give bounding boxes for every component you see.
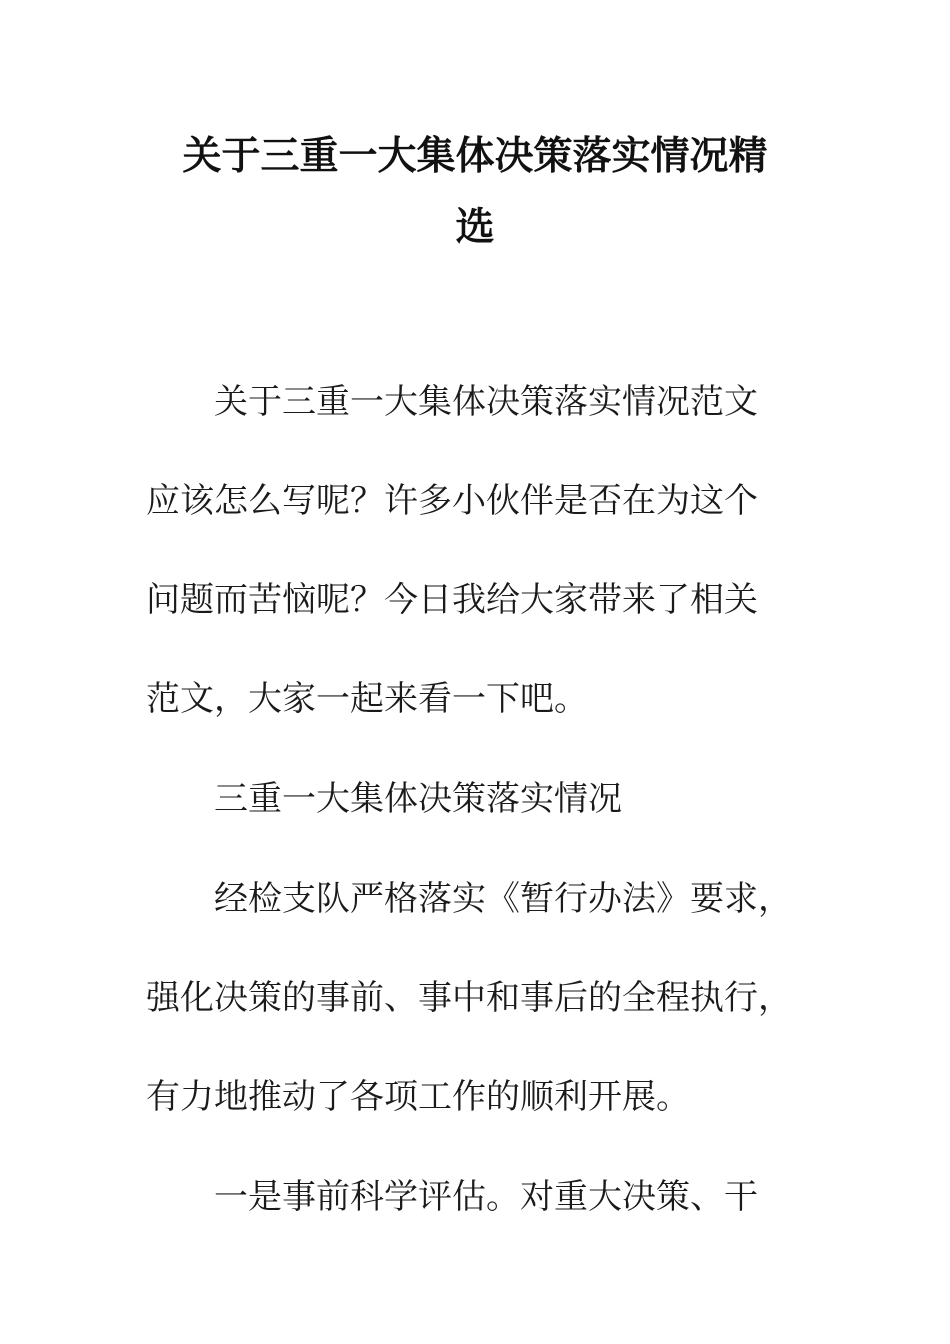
document-title-line-2: 选 xyxy=(455,205,495,250)
paragraph-line: 问题而苦恼呢？今日我给大家带来了相关 xyxy=(146,580,758,620)
paragraph-line: 应该怎么写呢？许多小伙伴是否在为这个 xyxy=(146,481,758,521)
paragraph-line: 范文，大家一起来看一下吧。 xyxy=(146,679,588,719)
document-title-line-1: 关于三重一大集体决策落实情况精 xyxy=(182,134,768,179)
paragraph-line: 一是事前科学评估。对重大决策、干 xyxy=(214,1177,758,1217)
section-heading: 三重一大集体决策落实情况 xyxy=(214,779,622,819)
paragraph-line: 强化决策的事前、事中和事后的全程执行， xyxy=(146,978,792,1018)
paragraph-line: 关于三重一大集体决策落实情况范文 xyxy=(214,382,758,422)
paragraph-line: 有力地推动了各项工作的顺利开展。 xyxy=(146,1077,690,1117)
paragraph-line: 经检支队严格落实《暂行办法》要求， xyxy=(214,879,792,919)
